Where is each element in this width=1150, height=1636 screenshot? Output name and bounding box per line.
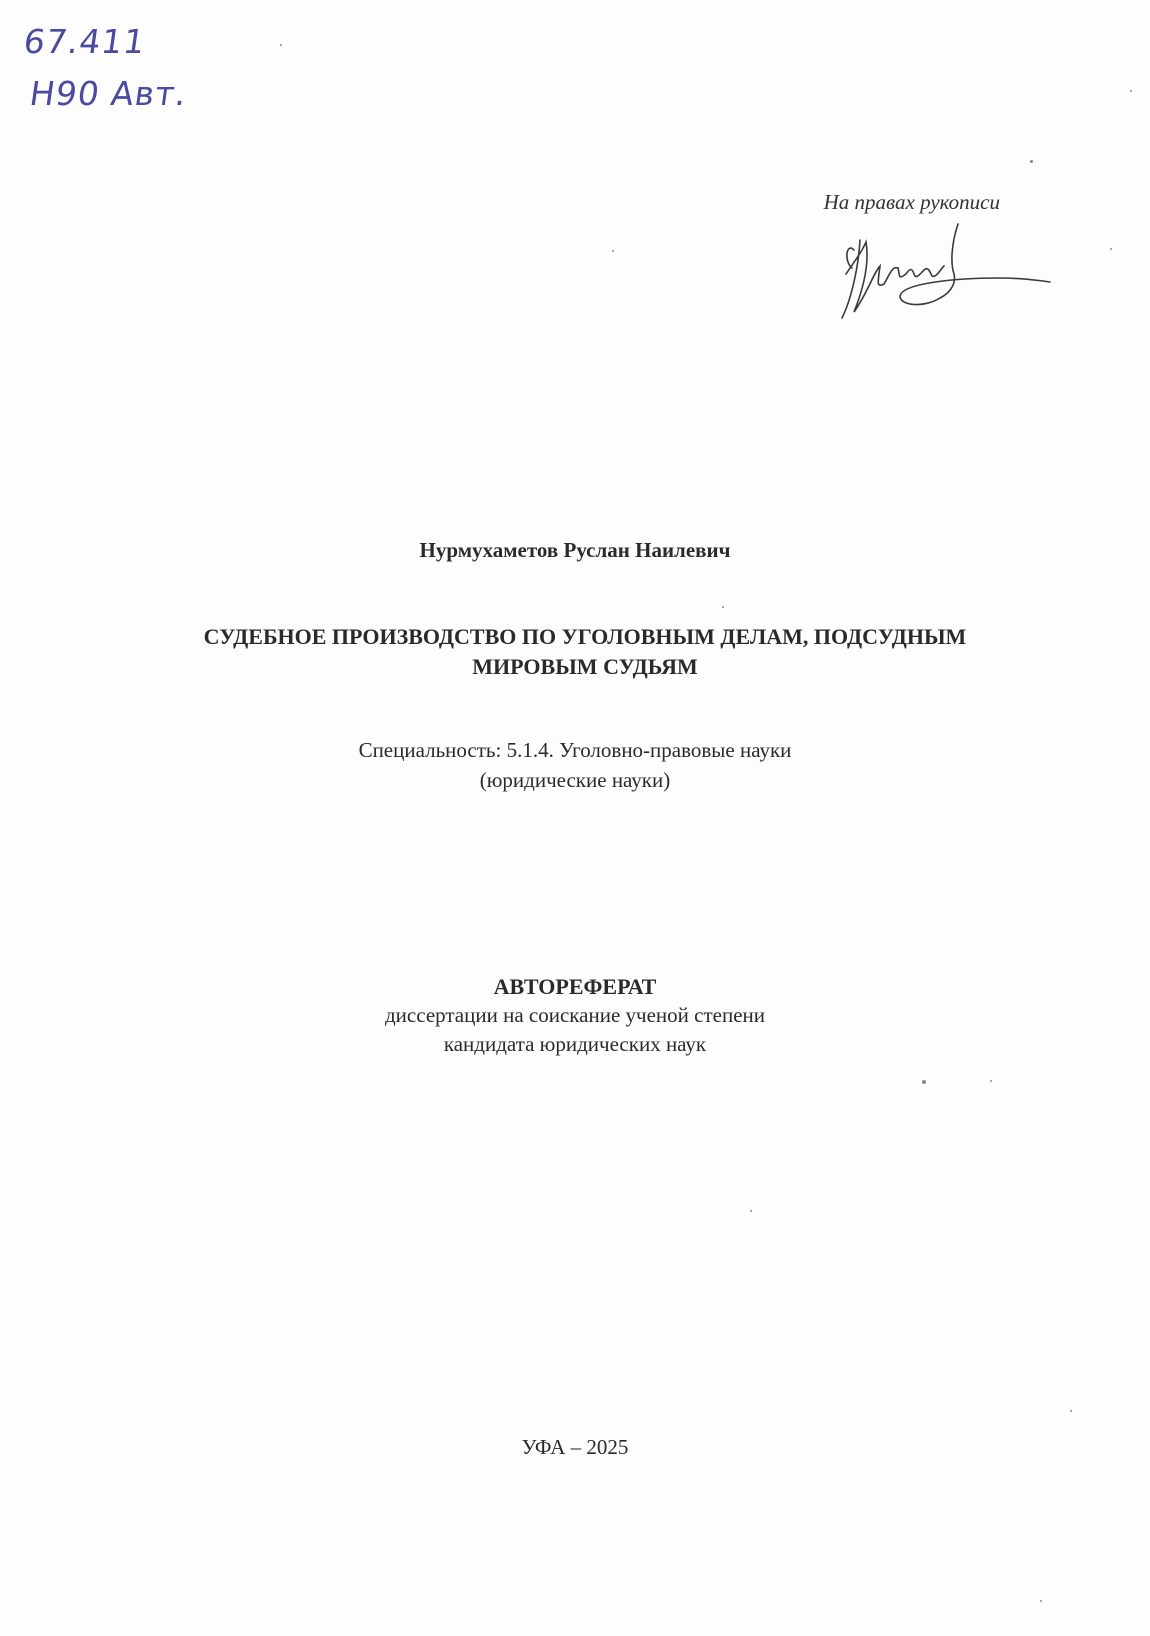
scan-speck bbox=[612, 250, 614, 252]
specialty-line-2: (юридические науки) bbox=[479, 768, 671, 792]
specialty-block bbox=[0, 735, 1150, 795]
scan-speck bbox=[722, 606, 724, 608]
abstract-block bbox=[0, 972, 1150, 1059]
abstract-heading: АВТОРЕФЕРАТ bbox=[493, 974, 657, 999]
abstract-line-1: диссертации на соискание ученой степени bbox=[385, 1003, 765, 1027]
author-name: Нурмухаметов Руслан Наилевич bbox=[419, 538, 731, 562]
author-signature bbox=[840, 222, 1060, 352]
specialty-line-1: Специальность: 5.1.4. Уголовно-правовые науки bbox=[358, 738, 792, 762]
handwritten-catalog-mark: Н90 Авт. bbox=[27, 74, 190, 113]
scan-speck bbox=[922, 1080, 926, 1084]
scan-speck bbox=[1070, 1410, 1072, 1412]
rights-note: На правах рукописи bbox=[823, 190, 1000, 214]
scan-speck bbox=[280, 44, 282, 46]
scan-speck bbox=[1030, 160, 1033, 163]
scan-speck bbox=[990, 1080, 992, 1082]
handwritten-library-code: 67.411 bbox=[21, 22, 149, 61]
scan-speck bbox=[1040, 1600, 1042, 1602]
dissertation-title bbox=[0, 622, 1150, 682]
scan-speck bbox=[750, 1210, 752, 1212]
abstract-line-2: кандидата юридических наук bbox=[443, 1032, 707, 1056]
scan-speck bbox=[1130, 90, 1132, 92]
city-year: УФА – 2025 bbox=[521, 1435, 629, 1459]
title-line-2: МИРОВЫМ СУДЬЯМ bbox=[472, 654, 698, 679]
title-line-1: СУДЕБНОЕ ПРОИЗВОДСТВО ПО УГОЛОВНЫМ ДЕЛАМ, ПОДСУДНЫМ bbox=[203, 624, 967, 649]
scan-speck bbox=[1110, 248, 1112, 250]
